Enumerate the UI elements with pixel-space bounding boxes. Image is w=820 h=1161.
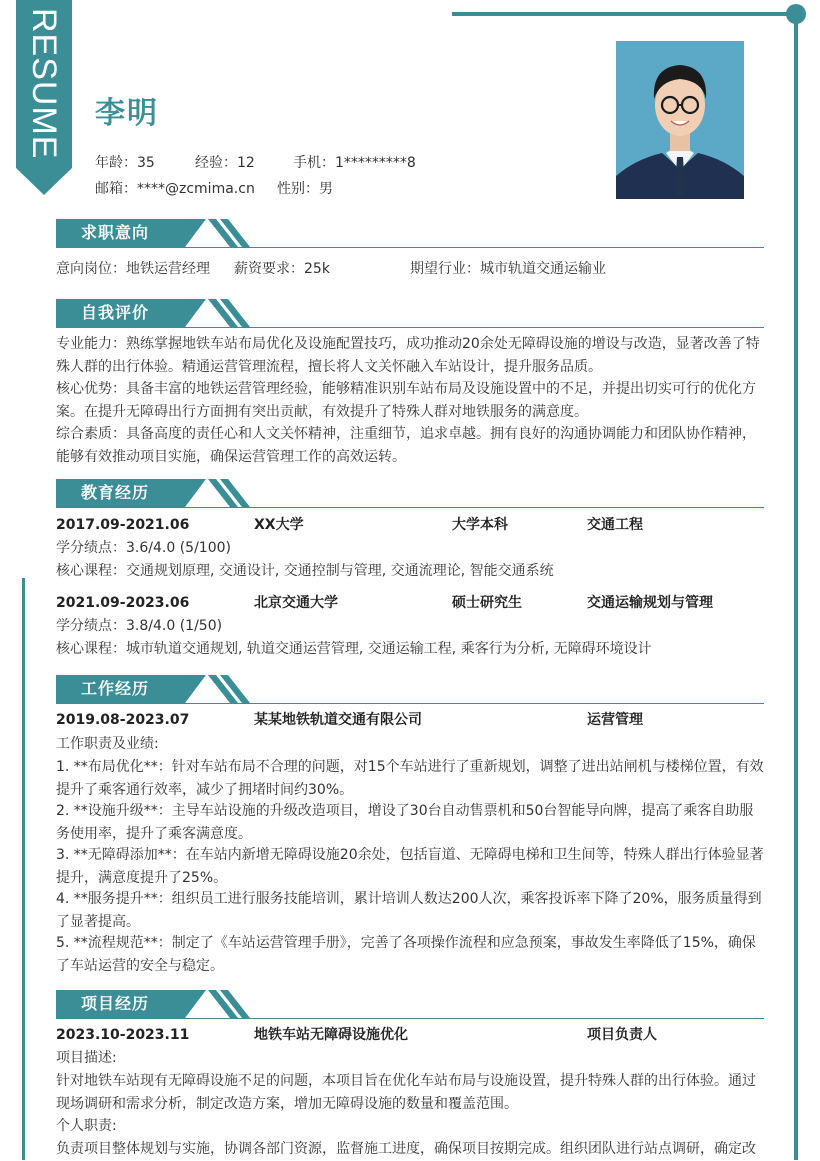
education-major: 交通运输规划与管理 xyxy=(587,595,713,611)
self-eval-2: 核心优势：具备丰富的地铁运营管理经验，能够精准识别车站布局及设施设置中的不足，并提出切实可行的优化方案。在提升无障碍出行方面拥有突出贡献，有效提升了特殊人群对地铁服务的满意度。 xyxy=(56,381,756,420)
education-gpa: 学分绩点：3.8/4.0 (1/50) xyxy=(56,618,223,634)
education-major: 交通工程 xyxy=(587,517,643,533)
email-label: 邮箱： xyxy=(95,181,137,197)
section-title-work: 工作经历 xyxy=(81,679,150,698)
education-school: XX大学 xyxy=(254,517,304,533)
education-school: 北京交通大学 xyxy=(254,595,338,611)
phone-label: 手机： xyxy=(293,155,335,171)
intent-salary: 薪资要求：25k xyxy=(234,261,330,277)
section-header-project xyxy=(56,990,764,1022)
education-date: 2021.09-2023.06 xyxy=(56,595,190,611)
intent-position: 意向岗位：地铁运营经理 xyxy=(56,261,210,277)
phone-value: 1*********8 xyxy=(335,155,416,171)
left-decor-line xyxy=(22,578,25,1160)
intent-row xyxy=(56,258,766,282)
section-title-intent: 求职意向 xyxy=(81,223,150,242)
header-stripes-icon xyxy=(202,675,262,703)
section-header-work xyxy=(56,675,764,707)
education-gpa: 学分绩点：3.6/4.0 (5/100) xyxy=(56,540,231,556)
self-eval-1: 专业能力：熟练掌握地铁车站布局优化及设施配置技巧，成功推动20余处无障碍设施的增设与改造，显著改善了特殊人群的出行体验。精通运营管理流程，擅长将人文关怀融入车站设计，提升服务品质。 xyxy=(56,336,760,375)
gender-value: 男 xyxy=(319,181,333,197)
project-desc-label: 项目描述: xyxy=(56,1050,117,1066)
experience-value: 12 xyxy=(237,155,255,171)
resume-ribbon xyxy=(16,0,72,195)
work-item-1: 1. **布局优化**：针对车站布局不合理的问题，对15个车站进行了重新规划，调整了进出站闸机与楼梯位置，有效提升了乘客通行效率，减少了拥堵时间约30%。 xyxy=(56,759,764,798)
project-name: 地铁车站无障碍设施优化 xyxy=(254,1027,408,1043)
education-degree: 硕士研究生 xyxy=(452,595,522,611)
candidate-name: 李明 xyxy=(95,96,159,131)
work-date: 2019.08-2023.07 xyxy=(56,712,190,728)
education-courses: 核心课程：交通规划原理, 交通设计, 交通控制与管理, 交通流理论, 智能交通系统 xyxy=(56,563,554,579)
gender-label: 性别： xyxy=(277,181,319,197)
project-role: 项目负责人 xyxy=(587,1027,657,1043)
header-stripes-icon xyxy=(202,479,262,507)
header-stripes-icon xyxy=(202,219,262,247)
section-title-project: 项目经历 xyxy=(81,994,150,1013)
section-title-education: 教育经历 xyxy=(81,483,150,502)
section-header-intent xyxy=(56,219,764,251)
work-item-3: 3. **无障碍添加**：在车站内新增无障碍设施20余处，包括盲道、无障碍电梯和卫生间等，特殊人群出行体验显著提升，满意度提升了25%。 xyxy=(56,847,764,886)
intent-industry: 期望行业：城市轨道交通运输业 xyxy=(410,261,606,277)
self-eval-3: 综合素质：具备高度的责任心和人文关怀精神，注重细节，追求卓越。拥有良好的沟通协调能力和团队协作精神，能够有效推动项目实施，确保运营管理工作的高效运转。 xyxy=(56,426,756,465)
education-date: 2017.09-2021.06 xyxy=(56,517,190,533)
education-degree: 大学本科 xyxy=(452,517,508,533)
age-label: 年龄： xyxy=(95,155,137,171)
project-duty-label: 个人职责: xyxy=(56,1118,117,1134)
project-duty: 负责项目整体规划与实施，协调各部门资源，监督施工进度，确保项目按期完成。组织团队进行站点调研，确定改 xyxy=(56,1141,756,1157)
top-decor-line xyxy=(452,12,796,16)
experience-label: 经验： xyxy=(195,155,237,171)
project-date: 2023.10-2023.11 xyxy=(56,1027,190,1043)
project-desc: 针对地铁车站现有无障碍设施不足的问题，本项目旨在优化车站布局与设施设置，提升特殊人群的出行体验。通过现场调研和需求分析，制定改造方案，增加无障碍设施的数量和覆盖范围。 xyxy=(56,1073,756,1112)
info-row-2 xyxy=(95,178,333,198)
work-item-5: 5. **流程规范**：制定了《车站运营管理手册》，完善了各项操作流程和应急预案，事故发生率降低了15%，确保了车站运营的安全与稳定。 xyxy=(56,935,756,974)
right-decor-line xyxy=(794,12,798,1160)
section-title-self: 自我评价 xyxy=(81,303,150,322)
work-heading: 工作职责及业绩: xyxy=(56,736,159,752)
header-stripes-icon xyxy=(202,990,262,1018)
work-company: 某某地铁轨道交通有限公司 xyxy=(254,712,422,728)
email-value: ****@zcmima.cn xyxy=(137,181,255,197)
work-item-2: 2. **设施升级**：主导车站设施的升级改造项目，增设了30台自动售票机和50台智能导向牌，提高了乘客自助服务使用率，提升了乘客满意度。 xyxy=(56,803,754,842)
profile-photo xyxy=(616,41,744,199)
info-row-1 xyxy=(95,152,416,172)
work-item-4: 4. **服务提升**：组织员工进行服务技能培训，累计培训人数达200人次，乘客投诉率下降了20%，服务质量得到了显著提高。 xyxy=(56,891,762,930)
section-header-self xyxy=(56,299,764,331)
age-value: 35 xyxy=(137,155,155,171)
education-courses: 核心课程：城市轨道交通规划, 轨道交通运营管理, 交通运输工程, 乘客行为分析, 无障碍环境设计 xyxy=(56,641,652,657)
header-stripes-icon xyxy=(202,299,262,327)
section-header-education xyxy=(56,479,764,511)
resume-ribbon-text: RESUME xyxy=(25,8,63,160)
work-role: 运营管理 xyxy=(587,712,643,728)
